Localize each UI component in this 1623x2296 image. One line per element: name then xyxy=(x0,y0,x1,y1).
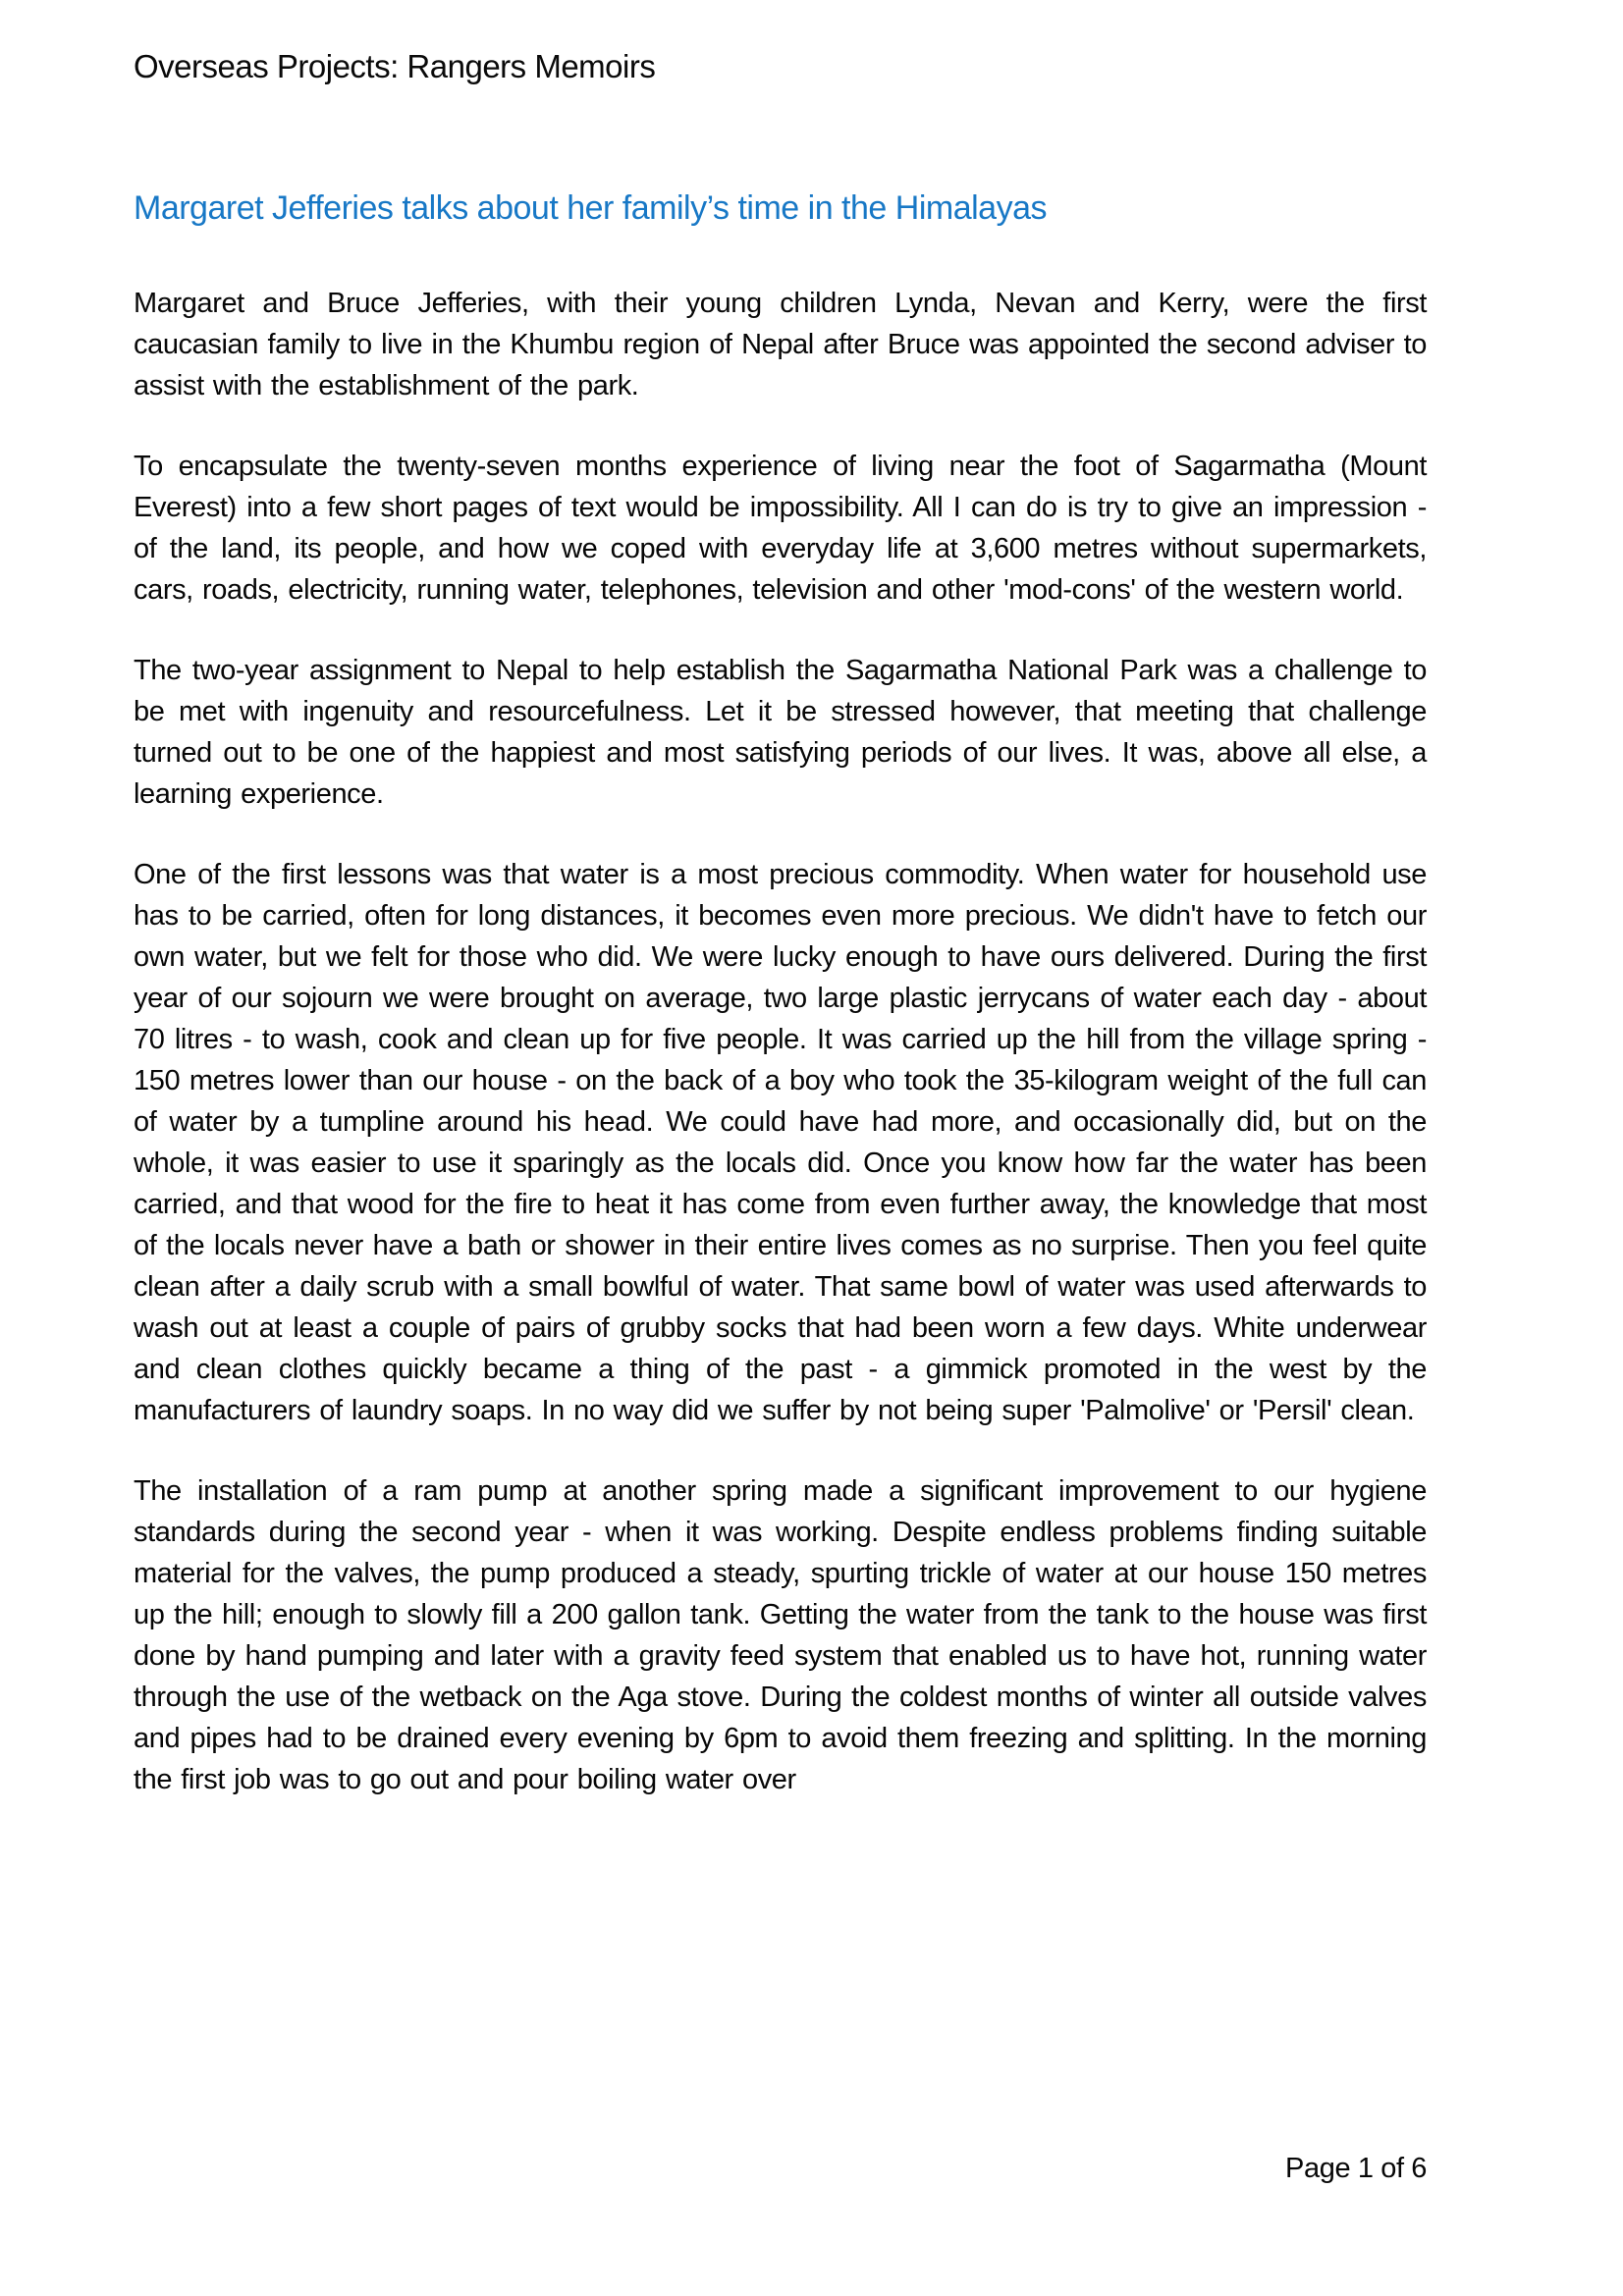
paragraph-water: One of the first lessons was that water is a most precious commodity. When water for household use has to be carried, often for long distances, it becomes even more precious. We didn't have to fetch our own water, but we felt for those who did. We were lucky enough to have ours delivered. During the first year of our sojourn we were brought on average, two large plastic jerrycans of water each day - about 70 litres - to wash, cook and clean up for five people. It was carried up the hill from the village spring - 150 metres lower than our house - on the back of a boy who took the 35-kilogram weight of the full can of water by a tumpline around his head. We could have had more, and occasionally did, but on the whole, it was easier to use it sparingly as the locals did. Once you know how far the water has been carried, and that wood for the fire to heat it has come from even further away, the knowledge that most of the locals never have a bath or shower in their entire lives comes as no surprise. Then you feel quite clean after a daily scrub with a small bowlful of water. That same bowl of water was used afterwards to wash out at least a couple of pairs of grubby socks that had been worn a few days. White underwear and clean clothes quickly became a thing of the past - a gimmick promoted in the west by the manufacturers of laundry soaps. In no way did we suffer by not being super 'Palmolive' or 'Persil' clean. xyxy=(134,859,1427,1427)
page-title: Margaret Jefferies talks about her family’s time in the Himalayas xyxy=(134,188,1047,227)
paragraph-intro: Margaret and Bruce Jefferies, with their young children Lynda, Nevan and Kerry, were the first caucasian family to live in the Khumbu region of Nepal after Bruce was appointed the second adviser to assist with the establishment of the park. xyxy=(134,288,1427,402)
document-body xyxy=(134,283,1427,1800)
paragraph-encapsulate: To encapsulate the twenty-seven months experience of living near the foot of Sagarmatha (Mount Everest) into a few short pages of text would be impossibility. All I can do is try to give an impression - of the land, its people, and how we coped with everyday life at 3,600 metres without supermarkets, cars, roads, electricity, running water, telephones, television and other 'mod-cons' of the western world. xyxy=(134,451,1427,607)
document-header-title: Overseas Projects: Rangers Memoirs xyxy=(134,48,656,84)
page-number: Page 1 of 6 xyxy=(1285,2153,1427,2184)
paragraph-ram-pump: The installation of a ram pump at another spring made a significant improvement to our hygiene standards during the second year - when it was working. Despite endless problems finding suitable material for the valves, the pump produced a steady, spurting trickle of water at our house 150 metres up the hill; enough to slowly fill a 200 gallon tank. Getting the water from the tank to the house was first done by hand pumping and later with a gravity feed system that enabled us to have hot, running water through the use of the wetback on the Aga stove. During the coldest months of winter all outside valves and pipes had to be drained every evening by 6pm to avoid them freezing and splitting. In the morning the first job was to go out and pour boiling water over xyxy=(134,1475,1427,1796)
paragraph-assignment: The two-year assignment to Nepal to help establish the Sagarmatha National Park was a challenge to be met with ingenuity and resourcefulness. Let it be stressed however, that meeting that challenge turned out to be one of the happiest and most satisfying periods of our lives. It was, above all else, a learning experience. xyxy=(134,655,1427,811)
